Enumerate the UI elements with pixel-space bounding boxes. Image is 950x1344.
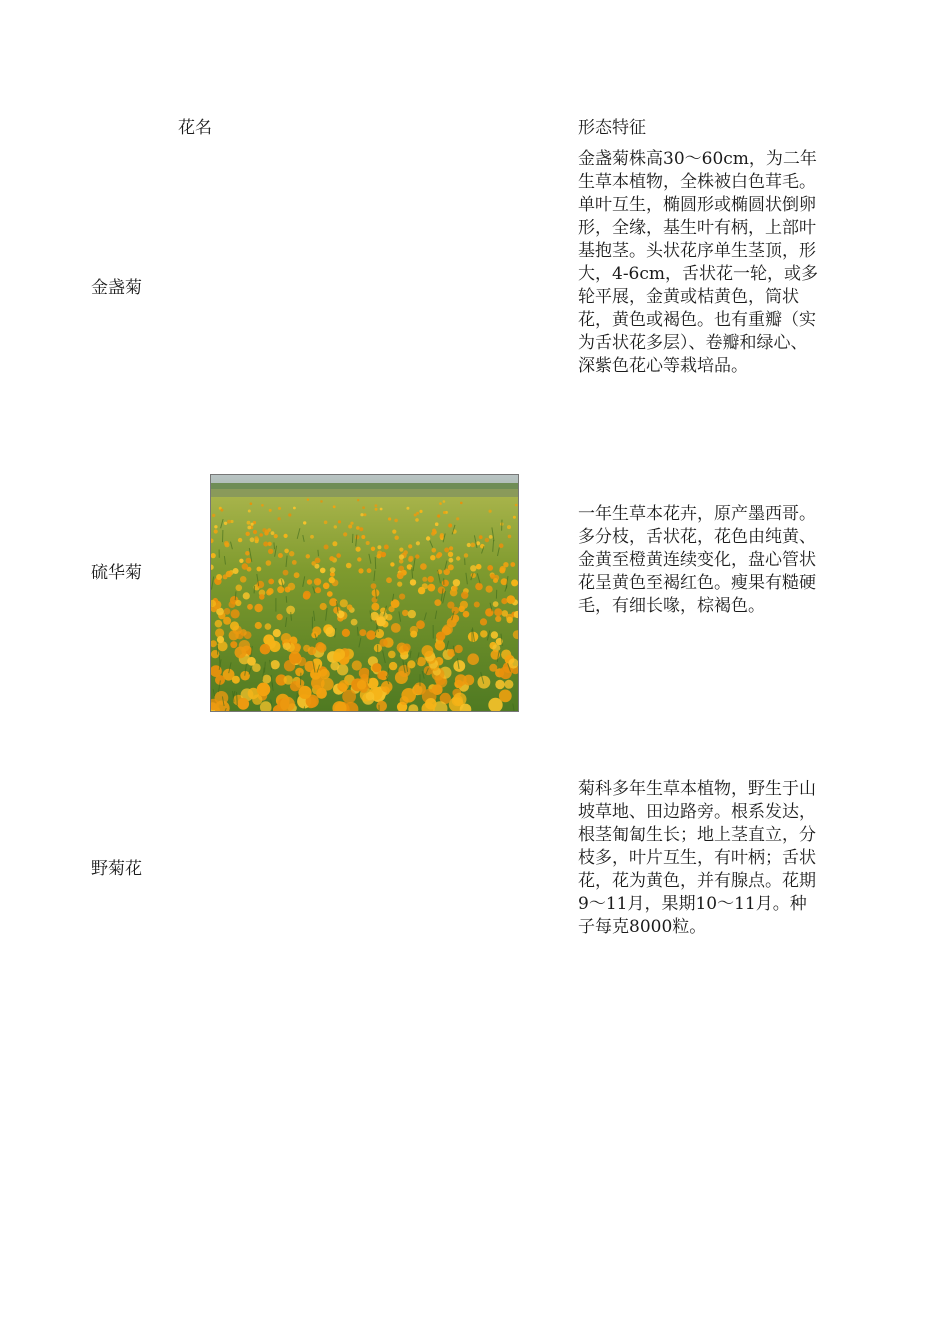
- flower-blossom: [422, 583, 428, 589]
- flower-blossom: [479, 535, 483, 539]
- flower-blossom: [230, 621, 239, 630]
- flower-blossom: [351, 619, 358, 626]
- flower-blossom: [371, 547, 375, 551]
- flower-name-sulphur-cosmos: 硫华菊: [91, 563, 142, 583]
- flower-blossom: [474, 602, 480, 608]
- flower-blossom: [229, 601, 236, 608]
- flower-blossom: [327, 591, 333, 597]
- flower-blossom: [379, 639, 387, 647]
- flower-blossom: [293, 507, 296, 510]
- flower-blossom: [320, 603, 327, 610]
- flower-blossom: [367, 568, 372, 573]
- flower-blossom: [235, 600, 241, 606]
- flower-blossom: [475, 583, 483, 591]
- flower-blossom: [325, 627, 335, 637]
- flower-blossom: [414, 514, 417, 517]
- flower-blossom: [399, 559, 404, 564]
- flower-blossom: [415, 518, 419, 522]
- flower-blossom: [358, 568, 363, 573]
- flower-blossom: [330, 567, 336, 573]
- flower-blossom: [486, 586, 493, 593]
- flower-blossom: [453, 660, 465, 672]
- flower-blossom: [450, 589, 458, 597]
- flower-blossom: [443, 511, 446, 514]
- flower-blossom: [426, 536, 430, 540]
- flower-blossom: [333, 505, 336, 508]
- flower-blossom: [307, 499, 309, 501]
- flower-stem: [318, 550, 319, 556]
- flower-blossom: [253, 530, 257, 534]
- flower-blossom: [408, 544, 412, 548]
- flower-blossom: [298, 686, 311, 699]
- flower-blossom: [362, 506, 365, 509]
- flower-blossom: [259, 533, 263, 537]
- flower-blossom: [422, 577, 427, 582]
- flower-blossom: [467, 543, 471, 547]
- flower-stem: [352, 534, 353, 543]
- flower-blossom: [456, 517, 459, 520]
- flower-blossom: [366, 692, 375, 701]
- flower-blossom: [343, 532, 347, 536]
- flower-blossom: [284, 675, 293, 684]
- flower-blossom: [227, 520, 231, 524]
- flower-blossom: [321, 678, 334, 691]
- flower-blossom: [223, 617, 231, 625]
- flower-name-calendula: 金盏菊: [91, 278, 142, 298]
- flower-blossom: [265, 623, 272, 630]
- flower-blossom: [276, 614, 282, 620]
- flower-blossom: [485, 538, 489, 542]
- flower-blossom: [231, 609, 240, 618]
- flower-blossom: [310, 535, 314, 539]
- flower-blossom: [324, 521, 328, 525]
- flower-blossom: [359, 629, 366, 636]
- flower-blossom: [292, 560, 297, 565]
- flower-blossom: [402, 610, 408, 616]
- flower-blossom: [395, 536, 399, 540]
- flower-blossom: [324, 545, 329, 550]
- flower-blossom: [283, 570, 289, 576]
- flower-blossom: [278, 507, 281, 510]
- flower-blossom: [314, 578, 321, 585]
- flower-blossom: [427, 584, 435, 592]
- flower-blossom: [240, 576, 247, 583]
- flower-blossom: [377, 545, 381, 549]
- flower-blossom: [261, 504, 264, 507]
- flower-blossom: [270, 660, 279, 669]
- flower-blossom: [513, 516, 516, 519]
- flower-blossom: [352, 660, 362, 670]
- flower-blossom: [255, 622, 262, 629]
- flower-blossom: [357, 680, 367, 690]
- flower-blossom: [245, 551, 250, 556]
- flower-blossom: [507, 617, 513, 623]
- flower-blossom: [390, 562, 394, 566]
- flower-blossom: [259, 594, 265, 600]
- flower-blossom: [460, 601, 468, 609]
- flower-blossom: [428, 576, 434, 582]
- flower-blossom: [456, 556, 460, 560]
- flower-blossom: [432, 548, 437, 553]
- flower-blossom: [284, 660, 295, 671]
- flower-blossom: [289, 551, 294, 556]
- flower-blossom: [493, 601, 499, 607]
- flower-blossom: [247, 604, 253, 610]
- flower-blossom: [447, 602, 454, 609]
- flower-blossom: [391, 623, 401, 633]
- flower-blossom: [399, 554, 404, 559]
- flower-blossom: [339, 680, 349, 690]
- flower-blossom: [397, 572, 404, 579]
- flower-blossom: [212, 514, 215, 517]
- flower-blossom: [499, 543, 504, 548]
- flower-blossom: [226, 571, 232, 577]
- flower-blossom: [280, 697, 295, 711]
- flower-blossom: [507, 525, 511, 529]
- flower-blossom: [455, 674, 467, 686]
- flower-blossom: [363, 513, 366, 516]
- flower-blossom: [271, 531, 275, 535]
- flower-blossom: [294, 572, 300, 578]
- flower-blossom: [356, 547, 361, 552]
- flower-blossom: [392, 530, 396, 534]
- flower-blossom: [242, 563, 248, 569]
- flower-blossom: [260, 644, 271, 655]
- flower-blossom: [371, 583, 377, 589]
- flower-blossom: [416, 620, 425, 629]
- flower-blossom: [448, 552, 453, 557]
- flower-blossom: [436, 632, 445, 641]
- flower-blossom: [284, 534, 288, 538]
- flower-blossom: [478, 676, 491, 689]
- flower-blossom: [449, 546, 453, 550]
- flower-blossom: [348, 525, 352, 529]
- flower-blossom: [306, 554, 310, 558]
- flower-blossom: [239, 559, 243, 563]
- flower-blossom: [269, 509, 272, 512]
- flower-blossom: [254, 604, 262, 612]
- flower-blossom: [233, 568, 239, 574]
- flower-blossom: [278, 553, 283, 558]
- flower-blossom: [437, 514, 440, 517]
- flower-blossom: [470, 543, 475, 548]
- flower-blossom: [257, 683, 271, 697]
- flower-blossom: [269, 641, 280, 652]
- flower-blossom: [247, 521, 251, 525]
- flower-blossom: [422, 645, 434, 657]
- flower-description-calendula: 金盏菊株高30～60cm，为二年生草本植物，全株被白色茸毛。单叶互生，椭圆形或椭圆状倒卵形，全缘，基生叶有柄，上部叶基抱茎。头状花序单生茎顶，形大，4-6cm，舌状花一轮，或多轮平展，金黄或桔黄色，筒状花，黄色或褐色。也有重瓣（实为舌状花多层）、卷瓣和绿心、深紫色花心等栽培品。: [578, 149, 819, 376]
- flower-blossom: [268, 542, 272, 546]
- flower-blossom: [432, 684, 443, 695]
- flower-blossom: [295, 668, 304, 677]
- flower-blossom: [503, 562, 508, 567]
- flower-blossom: [220, 509, 223, 512]
- flower-blossom: [320, 500, 323, 503]
- flower-blossom: [237, 698, 249, 710]
- flower-blossom: [491, 631, 498, 638]
- flower-blossom: [274, 534, 278, 538]
- flower-blossom: [508, 535, 512, 539]
- flower-blossom: [278, 578, 284, 584]
- flower-blossom: [391, 599, 400, 608]
- flower-blossom: [268, 579, 274, 585]
- flower-blossom: [359, 527, 363, 531]
- flower-blossom: [248, 510, 251, 513]
- flower-blossom: [266, 560, 272, 566]
- flower-blossom: [415, 554, 419, 558]
- flower-blossom: [251, 523, 254, 526]
- flower-stem: [375, 557, 376, 569]
- flower-blossom: [250, 502, 253, 505]
- flower-blossom: [330, 662, 339, 671]
- flower-blossom: [463, 611, 470, 618]
- flower-blossom: [288, 583, 296, 591]
- flower-blossom: [377, 671, 385, 679]
- flower-blossom: [406, 507, 409, 510]
- flower-blossom: [425, 698, 437, 710]
- flower-blossom: [372, 663, 381, 672]
- flower-blossom: [399, 594, 405, 600]
- flower-blossom: [230, 641, 237, 648]
- flower-blossom: [214, 529, 218, 533]
- flower-blossom: [329, 556, 334, 561]
- flower-blossom: [439, 502, 442, 505]
- flower-blossom: [243, 592, 250, 599]
- flower-blossom: [410, 579, 416, 585]
- flower-blossom: [334, 649, 345, 660]
- flower-blossom: [460, 502, 463, 505]
- flower-blossom: [334, 525, 337, 528]
- flower-blossom: [403, 644, 411, 652]
- flower-blossom: [416, 512, 419, 515]
- flower-blossom: [495, 680, 504, 689]
- flower-blossom: [284, 549, 289, 554]
- flower-blossom: [410, 631, 417, 638]
- flower-blossom: [319, 669, 329, 679]
- flower-name-wild-chrysanthemum: 野菊花: [91, 859, 142, 879]
- flower-blossom: [467, 653, 479, 665]
- flower-stem: [286, 596, 287, 603]
- flower-blossom: [217, 636, 224, 643]
- flower-blossom: [511, 579, 518, 586]
- flower-blossom: [435, 640, 445, 650]
- flower-blossom: [388, 651, 396, 659]
- flower-blossom: [246, 532, 250, 536]
- flower-blossom: [329, 577, 335, 583]
- flower-blossom: [420, 563, 427, 570]
- flower-blossom: [336, 553, 341, 558]
- header-description: 形态特征: [578, 118, 646, 138]
- flower-blossom: [320, 568, 326, 574]
- flower-blossom: [224, 522, 227, 525]
- flower-blossom: [232, 676, 240, 684]
- flower-blossom: [408, 556, 413, 561]
- flower-blossom: [315, 587, 321, 593]
- flower-blossom: [338, 520, 341, 523]
- flower-stem: [274, 542, 275, 549]
- flower-blossom: [487, 565, 493, 571]
- flower-blossom: [388, 517, 391, 520]
- flower-blossom: [495, 616, 501, 622]
- flower-blossom: [397, 582, 402, 587]
- flower-blossom: [448, 524, 452, 528]
- flower-blossom: [265, 530, 269, 534]
- flower-blossom: [266, 590, 272, 596]
- flower-blossom: [303, 521, 306, 524]
- flower-blossom: [454, 645, 462, 653]
- flower-blossom: [399, 548, 403, 552]
- flower-blossom: [453, 579, 460, 586]
- flower-blossom: [342, 629, 350, 637]
- flower-blossom: [440, 535, 444, 539]
- flower-blossom: [442, 580, 449, 587]
- flower-blossom: [235, 647, 247, 659]
- flower-blossom: [384, 545, 389, 550]
- flower-blossom: [359, 668, 370, 679]
- flower-blossom: [375, 504, 378, 507]
- flower-blossom: [375, 508, 378, 511]
- flower-stem: [254, 586, 255, 594]
- flower-blossom: [366, 541, 370, 545]
- flower-blossom: [510, 562, 515, 567]
- flower-blossom: [489, 535, 493, 539]
- flower-blossom: [332, 541, 337, 546]
- flower-blossom: [303, 645, 310, 652]
- flower-blossom: [480, 630, 487, 637]
- flower-blossom: [494, 608, 502, 616]
- flower-blossom: [355, 535, 359, 539]
- flower-blossom: [470, 565, 476, 571]
- flower-blossom: [430, 555, 435, 560]
- flower-blossom: [216, 574, 222, 580]
- flower-blossom: [499, 667, 512, 680]
- flower-blossom: [499, 690, 512, 703]
- flower-blossom: [229, 630, 239, 640]
- flower-blossom: [371, 603, 379, 611]
- flower-blossom: [381, 552, 387, 558]
- flower-blossom: [360, 513, 363, 516]
- flower-blossom: [464, 553, 468, 557]
- flower-blossom: [263, 542, 268, 547]
- flower-blossom: [278, 517, 281, 520]
- flower-blossom: [350, 522, 353, 525]
- flower-blossom: [323, 583, 330, 590]
- flower-blossom: [257, 567, 262, 572]
- flower-blossom: [273, 629, 281, 637]
- flower-blossom: [443, 500, 446, 503]
- flower-blossom: [504, 680, 513, 689]
- flower-blossom: [303, 592, 310, 599]
- flower-blossom: [502, 610, 509, 617]
- flower-blossom: [238, 538, 242, 542]
- flower-blossom: [380, 508, 383, 511]
- flower-blossom: [236, 585, 243, 592]
- flower-blossom: [307, 579, 312, 584]
- flower-blossom: [438, 586, 445, 593]
- flower-blossom: [215, 620, 223, 628]
- flower-blossom: [366, 630, 376, 640]
- header-flower-name: 花名: [178, 118, 212, 138]
- flower-blossom: [356, 526, 360, 530]
- flower-blossom: [389, 662, 397, 670]
- flower-description-wild-chrysanthemum: 菊科多年生草本植物，野生于山坡草地、田边路旁。根系发达，根茎匍匐生长；地上茎直立，分枝多，叶片互生，有叶柄；舌状花，花为黄色，并有腺点。花期9～11月，果期10～11月。种子每克8000粒。: [578, 779, 816, 937]
- flower-blossom: [340, 599, 348, 607]
- flower-blossom: [444, 548, 449, 553]
- flower-blossom: [376, 701, 387, 711]
- flower-blossom: [317, 643, 327, 653]
- flower-blossom: [381, 681, 393, 693]
- flower-blossom: [225, 542, 230, 547]
- flower-blossom: [449, 558, 454, 563]
- sulphur-cosmos-photo: [210, 474, 519, 712]
- flower-blossom: [437, 552, 442, 557]
- flower-blossom: [408, 610, 416, 618]
- flower-blossom: [435, 522, 439, 526]
- flower-blossom: [357, 557, 361, 561]
- flower-blossom: [346, 563, 352, 569]
- flower-blossom: [515, 504, 518, 507]
- flower-blossom: [416, 541, 420, 545]
- flower-blossom: [268, 549, 273, 554]
- flower-blossom: [252, 663, 261, 672]
- flower-blossom: [461, 592, 468, 599]
- flower-blossom: [476, 564, 482, 570]
- flower-blossom: [297, 657, 306, 666]
- flower-blossom: [262, 675, 271, 684]
- flower-blossom: [432, 529, 436, 533]
- flower-blossom: [347, 604, 353, 610]
- flower-blossom: [288, 513, 291, 516]
- flower-blossom: [394, 519, 398, 523]
- flower-description-sulphur-cosmos: 一年生草本花卉，原产墨西哥。多分枝，舌状花，花色由纯黄、金黄至橙黄连续变化，盘心管状花呈黄色至褐红色。瘦果有糙硬毛，有细长喙，棕褐色。: [578, 504, 816, 616]
- flower-blossom: [419, 510, 422, 513]
- flower-blossom: [489, 510, 492, 513]
- flower-blossom: [386, 577, 392, 583]
- flower-blossom: [315, 558, 321, 564]
- flower-blossom: [357, 499, 359, 501]
- flower-blossom: [490, 574, 495, 579]
- flower-blossom: [401, 688, 416, 703]
- flower-blossom: [507, 595, 516, 604]
- flower-blossom: [434, 599, 441, 606]
- flower-blossom: [250, 537, 255, 542]
- flower-blossom: [247, 526, 251, 530]
- flower-blossom: [246, 558, 252, 564]
- flower-blossom: [214, 525, 217, 528]
- flower-blossom: [254, 536, 258, 540]
- flower-blossom: [403, 550, 408, 555]
- flower-blossom: [480, 618, 487, 625]
- flower-blossom: [281, 633, 291, 643]
- flower-blossom: [361, 535, 365, 539]
